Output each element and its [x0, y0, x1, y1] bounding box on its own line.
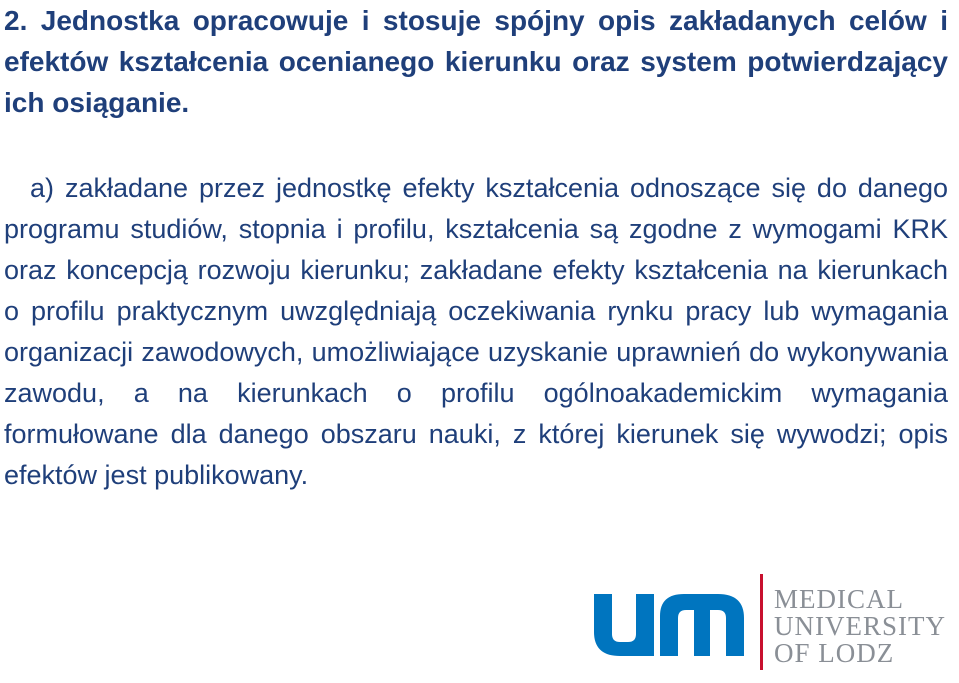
slide-body-paragraph: a) zakładane przez jednostkę efekty kształcenia odnoszące się do danego programu studiów, stopnia i profilu, kształcenia są zgodne z wymogami KRK oraz koncepcją rozwoju kierunku; zakładane efekty kształcenia na kierunkach o profilu praktycznym uwzględniają oczekiwania rynku pracy lub wymagania organizacji zawodowych, umożliwiające uzyskanie uprawnień do wykonywania zawodu, a na kierunkach o profilu ogólnoakademickim wymagania formułowane dla danego obszaru nauki, z której kierunek się wywodzi; opis efektów jest publikowany.: [4, 173, 948, 490]
slide-heading: 2. Jednostka opracowuje i stosuje spójny opis zakładanych celów i efektów kształcenia ocenianego kierunku oraz system potwierdzający ich osiąganie.: [4, 5, 948, 118]
university-logo: [594, 572, 954, 672]
um-logo-mark-icon: [594, 594, 744, 656]
logo-wordmark: [774, 586, 946, 667]
logo-divider: [760, 574, 763, 670]
logo-line-medical: MEDICAL: [774, 584, 904, 614]
logo-line-university: UNIVERSITY: [774, 611, 946, 641]
logo-line-of-lodz: OF LODZ: [774, 638, 895, 668]
